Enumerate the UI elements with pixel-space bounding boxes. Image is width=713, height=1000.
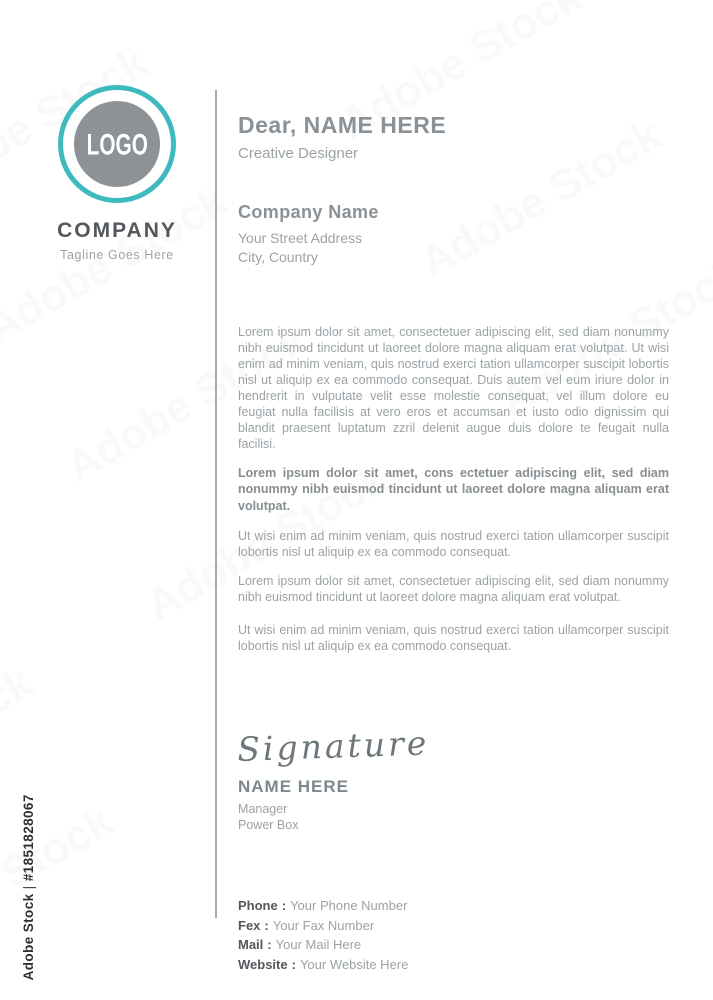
contact-label: Phone (238, 898, 278, 914)
letter-content (238, 112, 669, 974)
stock-label: Adobe Stock (21, 893, 36, 981)
logo-circle (74, 101, 160, 187)
recipient-street: Your Street Address (238, 229, 363, 246)
signature-title: Manager (238, 802, 288, 817)
greeting-heading: Dear, NAME HERE (238, 112, 447, 138)
stock-separator: | (21, 881, 36, 894)
body-paragraph: Ut wisi enim ad minim veniam, quis nostrud exerci tation ullamcorper suscipit lobortis nisl ut aliquip ex ea commodo consequat. (238, 529, 669, 560)
diagonal-watermark (252, 0, 510, 11)
body-paragraph-bold: Lorem ipsum dolor sit amet, cons ectetuer adipiscing elit, sed diam nonummy nibh euismod tincidunt ut laoreet dolore magna aliquam erat volutpat. (238, 465, 669, 513)
signature-company: Power Box (238, 818, 299, 833)
logo-ring (58, 85, 176, 203)
stock-id-watermark (6, 733, 51, 997)
recipient-address-block (238, 202, 669, 267)
body-paragraph: Lorem ipsum dolor sit amet, consectetuer adipiscing elit, sed diam nonummy nibh euismod tincidunt ut laoreet dolore magna aliquam erat volutpat. Ut wisi enim ad minim veniam, quis nostrud exerci tation ullamcorper suscipit lobortis nisl ut aliquip ex ea commodo consequat. Duis autem vel eum iriure dolor in hendrerit in vulputate velit esse molestie consequat, vel illum dolore eu feugiat nulla facilisis at vero eros et accumsan et iusto odio dignissim qui blandit praesent luptatum zzril delenit augue duis dolore te feugait nulla facilisi. (238, 324, 669, 451)
body-paragraph: Ut wisi enim ad minim veniam, quis nostrud exerci tation ullamcorper suscipit lobortis nisl ut aliquip ex ea commodo consequat. (238, 623, 669, 654)
contact-value: Your Mail Here (275, 937, 362, 953)
contact-block (238, 896, 669, 974)
contact-separator: : (291, 956, 296, 972)
brand-block (57, 85, 177, 262)
recipient-company: Company Name (238, 201, 379, 222)
body-paragraph: Lorem ipsum dolor sit amet, consectetuer adipiscing elit, sed diam nonummy nibh euismod tincidunt ut laoreet dolore magna aliquam erat volutpat. (238, 574, 669, 605)
recipient-city: City, Country (238, 248, 318, 265)
contact-label: Website (238, 956, 288, 972)
company-name: COMPANY (57, 219, 177, 242)
contact-row-fax (238, 916, 669, 936)
diagonal-watermark (0, 0, 76, 77)
contact-value: Your Fax Number (272, 917, 375, 933)
contact-row-website (238, 955, 669, 975)
contact-value: Your Phone Number (290, 898, 408, 914)
vertical-divider (215, 90, 217, 918)
stock-id: #1851828067 (21, 794, 36, 882)
company-tagline: Tagline Goes Here (60, 248, 174, 262)
contact-value: Your Website Here (299, 956, 409, 972)
logo-text: LOGO (86, 126, 148, 161)
contact-separator: : (264, 917, 269, 933)
recipient-role: Creative Designer (238, 144, 359, 162)
signature-script: Signature (236, 723, 430, 770)
signature-name: NAME HERE (238, 777, 350, 797)
contact-label: Mail (238, 937, 264, 953)
contact-row-phone (238, 896, 669, 916)
contact-separator: : (267, 937, 272, 953)
contact-separator: : (281, 898, 287, 914)
contact-label: Fex (238, 917, 261, 933)
contact-row-mail (238, 935, 669, 955)
